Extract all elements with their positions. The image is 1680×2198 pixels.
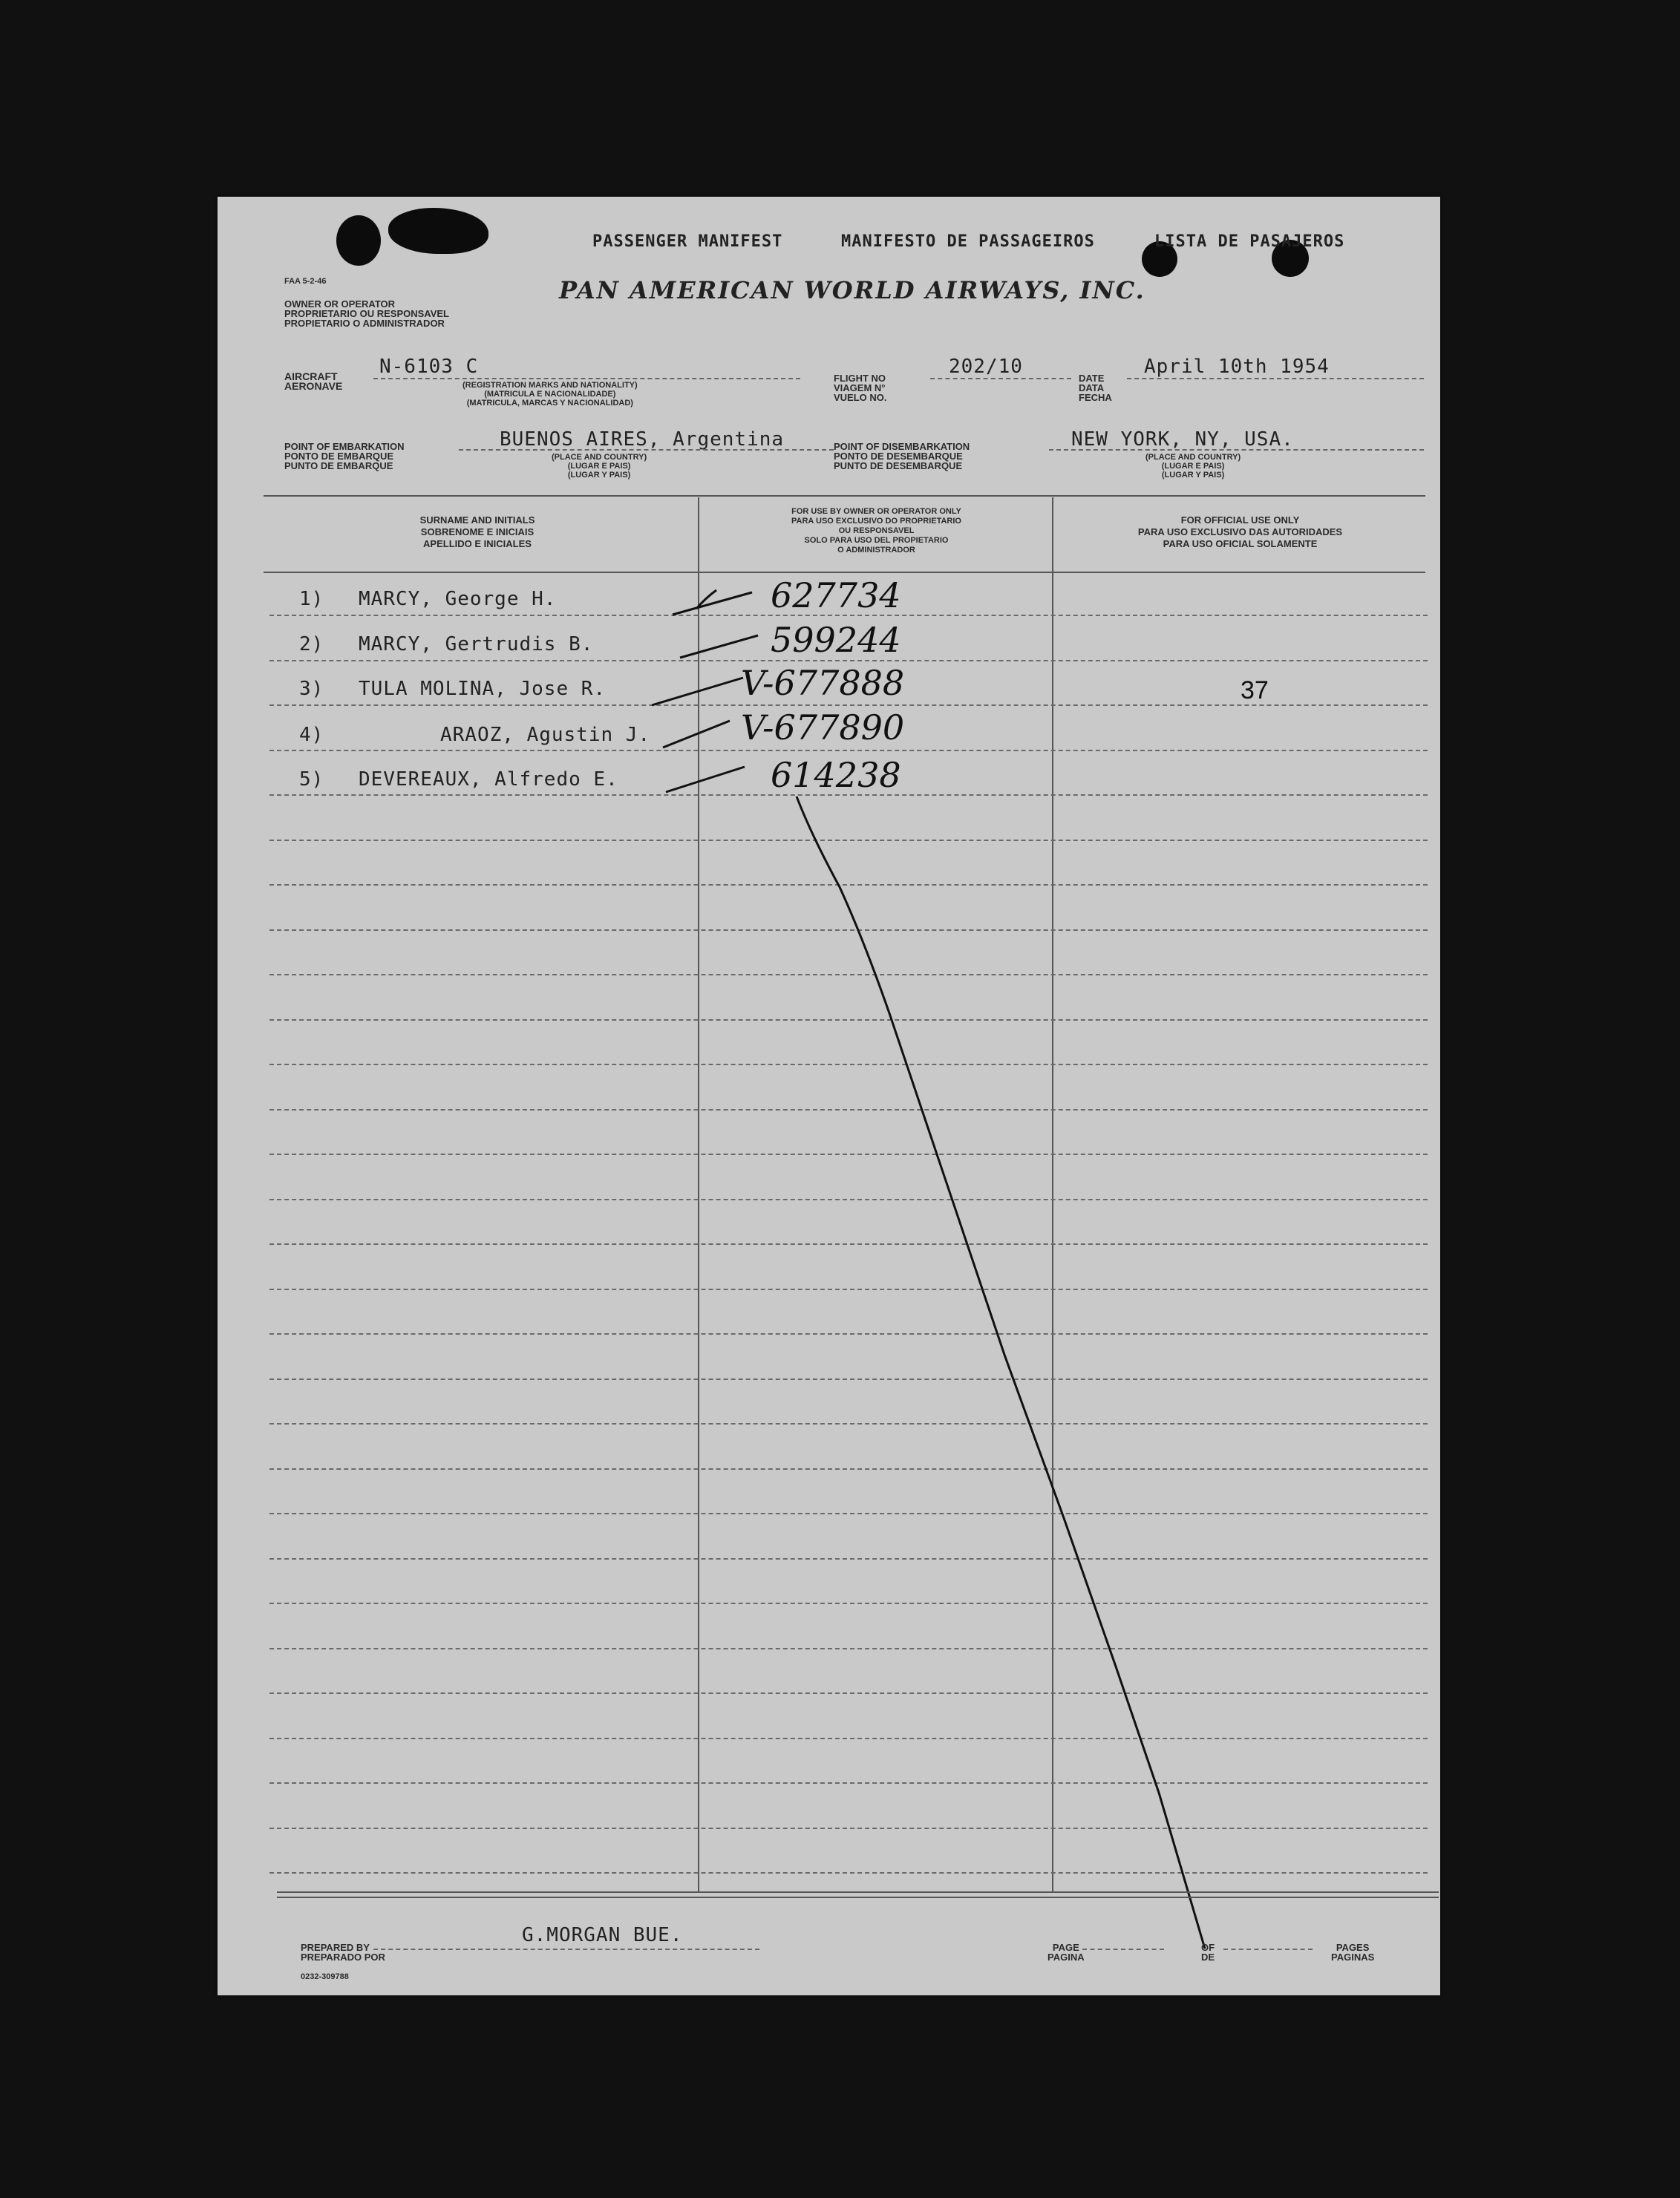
ticket-number: V-677888 <box>741 663 905 703</box>
ticket-number: 627734 <box>771 575 901 615</box>
ticket-number: 614238 <box>771 755 901 795</box>
flight-value: 202/10 <box>949 356 1023 378</box>
aircraft-value: N-6103 C <box>379 356 479 378</box>
date-value: April 10th 1954 <box>1144 356 1330 378</box>
prepared-underline <box>373 1949 759 1950</box>
table-bottom-rule-2 <box>277 1897 1439 1898</box>
row-number: 2) <box>299 633 324 655</box>
ticket-number: V-677890 <box>741 707 905 748</box>
col-header-operator: FOR USE BY OWNER OR OPERATOR ONLY PARA USO EXCLUSIVO DO PROPRIETARIO OU RESPONSAVEL SOLO PARA USO DEL PROPIETARIO O ADMINISTRADOR <box>791 507 961 555</box>
row-number: 5) <box>299 768 324 791</box>
aircraft-label: AIRCRAFT AERONAVE <box>284 370 343 392</box>
page-underline <box>1082 1949 1164 1950</box>
passenger-name: MARCY, George H. <box>359 588 557 610</box>
disembark-caption: (PLACE AND COUNTRY) (LUGAR E PAIS) (LUGAR Y PAIS) <box>1145 453 1241 480</box>
ticket-number: 599244 <box>771 620 901 660</box>
diagonal-cancel-line <box>797 797 1205 1949</box>
passenger-name: DEVEREAUX, Alfredo E. <box>359 768 618 791</box>
disembark-label: POINT OF DISEMBARKATION PONTO DE DESEMBARQUE PUNTO DE DESEMBARQUE <box>834 441 970 471</box>
flight-label: FLIGHT NO VIAGEM N° VUELO NO. <box>834 373 887 403</box>
row-number: 1) <box>299 588 324 610</box>
page-label: PAGE PAGINA <box>1047 1942 1085 1963</box>
row-number: 4) <box>299 724 324 746</box>
row-number: 3) <box>299 678 324 700</box>
stock-number: 0232-309788 <box>301 1972 349 1981</box>
prepared-value: G.MORGAN BUE. <box>522 1924 683 1946</box>
prepared-label: PREPARED BY PREPARADO POR <box>301 1942 385 1963</box>
official-note: 37 <box>1241 676 1269 704</box>
title-spanish: LISTA DE PASAJEROS <box>1154 232 1345 251</box>
col-header-name: SURNAME AND INITIALS SOBRENOME E INICIAIS APELLIDO E INICIALES <box>419 514 535 549</box>
disembark-value: NEW YORK, NY, USA. <box>1071 428 1294 451</box>
manifest-sheet <box>218 197 1440 1995</box>
col-header-official: FOR OFFICIAL USE ONLY PARA USO EXCLUSIVO DAS AUTORIDADES PARA USO OFICIAL SOLAMENTE <box>1137 514 1343 549</box>
embark-caption: (PLACE AND COUNTRY) (LUGAR E PAIS) (LUGAR Y PAIS) <box>552 453 647 480</box>
table-bottom-rule <box>277 1891 1439 1893</box>
check-mark <box>663 721 730 748</box>
passenger-name: TULA MOLINA, Jose R. <box>359 678 607 700</box>
passenger-name: MARCY, Gertrudis B. <box>359 633 594 655</box>
date-label: DATE DATA FECHA <box>1079 373 1112 403</box>
embark-label: POINT OF EMBARKATION PONTO DE EMBARQUE PUNTO DE EMBARQUE <box>284 441 405 471</box>
check-mark <box>666 767 745 792</box>
owner-label: OWNER OR OPERATOR PROPRIETARIO OU RESPONSAVEL PROPIETARIO O ADMINISTRADOR <box>284 298 449 329</box>
title-portuguese: MANIFESTO DE PASSAGEIROS <box>841 232 1095 251</box>
registration-caption: (REGISTRATION MARKS AND NATIONALITY) (MATRICULA E NACIONALIDADE) (MATRICULA, MARCAS Y NACIONALIDAD) <box>463 381 638 408</box>
check-mark <box>680 635 758 658</box>
pages-label: PAGES PAGINAS <box>1331 1942 1375 1963</box>
company-name: PAN AMERICAN WORLD AIRWAYS, INC. <box>559 276 1145 304</box>
of-label: OF DE <box>1201 1942 1215 1963</box>
of-underline <box>1223 1949 1313 1950</box>
passenger-name: ARAOZ, Agustin J. <box>440 724 651 746</box>
title-english: PASSENGER MANIFEST <box>592 232 783 251</box>
handwritten-marks <box>218 197 1440 1995</box>
check-mark <box>652 678 743 705</box>
form-number: FAA 5-2-46 <box>284 277 327 286</box>
embark-value: BUENOS AIRES, Argentina <box>500 428 785 451</box>
check-mark <box>673 592 752 615</box>
